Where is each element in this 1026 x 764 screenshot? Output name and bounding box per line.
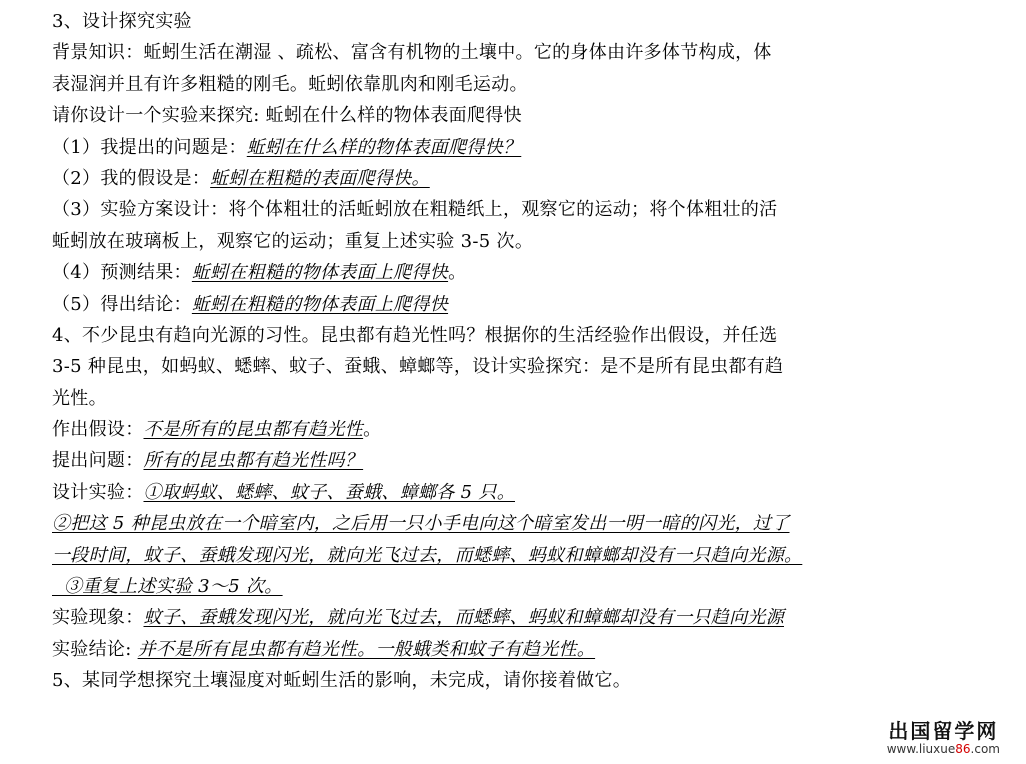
question-4-answer: 蚯蚓在粗糙的物体表面上爬得快 (191, 262, 449, 284)
question-1-label: （1）我提出的问题是： (52, 136, 247, 158)
question-5 (52, 289, 902, 320)
hypothesis-end: 。 (363, 419, 382, 441)
question-posed-answer: 所有的昆虫都有趋光性吗？ (143, 450, 364, 472)
section-4-line-2: 3-5 种昆虫，如蚂蚁、蟋蟀、蚊子、蚕蛾、蟑螂等，设计实验探究：是不是所有昆虫都有趋 (52, 356, 784, 378)
question-1-answer: 蚯蚓在什么样的物体表面爬得快？ (246, 136, 522, 158)
conclusion (52, 634, 902, 665)
question-posed (52, 445, 902, 476)
task-prompt: 请你设计一个实验来探究: 蚯蚓在什么样的物体表面爬得快 (52, 105, 522, 127)
watermark-url-prefix: www.liuxue (886, 742, 956, 756)
question-3-line-1: （3）实验方案设计：将个体粗壮的活蚯蚓放在粗糙纸上，观察它的运动；将个体粗壮的活 (52, 199, 778, 221)
experiment-design (52, 477, 902, 508)
question-posed-label: 提出问题： (52, 450, 144, 472)
experiment-design-label: 设计实验： (52, 481, 144, 503)
section-4-line-3: 光性。 (52, 387, 107, 409)
experiment-design-step-2-line-2 (52, 540, 902, 571)
site-watermark (887, 720, 1000, 756)
experiment-design-step-3-line (52, 571, 902, 602)
question-2 (52, 163, 902, 194)
question-3-line-2: 蚯蚓放在玻璃板上，观察它的运动；重复上述实验 3-5 次。 (52, 230, 534, 252)
question-4 (52, 257, 902, 288)
background-text-line-1: 背景知识：蚯蚓生活在潮湿 、疏松、富含有机物的土壤中。它的身体由许多体节构成，体 (52, 42, 772, 64)
question-1 (52, 132, 902, 163)
section-3-title: 3、设计探究实验 (52, 11, 192, 32)
experiment-design-step-1: ①取蚂蚁、蟋蟀、蚊子、蚕蛾、蟑螂各 5 只。 (143, 481, 515, 503)
conclusion-answer: 并不是所有昆虫都有趋光性。一般蛾类和蚊子有趋光性。 (137, 638, 596, 660)
section-5-line: 5、某同学想探究土壤湿度对蚯蚓生活的影响，未完成，请你接着做它。 (52, 670, 632, 692)
background-text-line-2: 表湿润并且有许多粗糙的刚毛。蚯蚓依靠肌肉和刚毛运动。 (52, 73, 528, 95)
section-4-line-1: 4、不少昆虫有趋向光源的习性。昆虫都有趋光性吗？根据你的生活经验作出假设，并任选 (52, 324, 778, 346)
question-4-end: 。 (448, 262, 467, 284)
experiment-design-step-3: ③重复上述实验 3～5 次。 (52, 576, 283, 598)
question-2-answer: 蚯蚓在粗糙的表面爬得快。 (210, 167, 430, 189)
hypothesis (52, 414, 902, 445)
conclusion-label: 实验结论: (52, 638, 138, 660)
watermark-url-suffix: .com (970, 742, 1000, 756)
document-page (52, 6, 902, 697)
phenomenon-label: 实验现象： (52, 607, 144, 629)
watermark-site-name: 出国留学网 (888, 719, 999, 743)
question-5-answer: 蚯蚓在粗糙的物体表面上爬得快 (191, 293, 449, 315)
experiment-design-step-2b: 一段时间，蚊子、蚕蛾发现闪光，就向光飞过去，而蟋蟀、蚂蚁和蟑螂却没有一只趋向光源。 (52, 544, 803, 566)
hypothesis-answer: 不是所有的昆虫都有趋光性 (143, 419, 364, 441)
watermark-url (887, 742, 1000, 756)
phenomenon-answer: 蚊子、蚕蛾发现闪光，就向光飞过去，而蟋蟀、蚂蚁和蟑螂却没有一只趋向光源 (143, 607, 784, 629)
hypothesis-label: 作出假设： (52, 419, 144, 441)
question-2-label: （2）我的假设是： (52, 167, 211, 189)
experiment-design-step-2-line-1 (52, 508, 902, 539)
question-4-label: （4）预测结果： (52, 262, 192, 284)
question-5-label: （5）得出结论： (52, 293, 192, 315)
phenomenon (52, 602, 902, 633)
watermark-url-number: 86 (955, 742, 971, 756)
experiment-design-step-2a: ②把这 5 种昆虫放在一个暗室内，之后用一只小手电向这个暗室发出一明一暗的闪光，过了 (52, 513, 790, 535)
